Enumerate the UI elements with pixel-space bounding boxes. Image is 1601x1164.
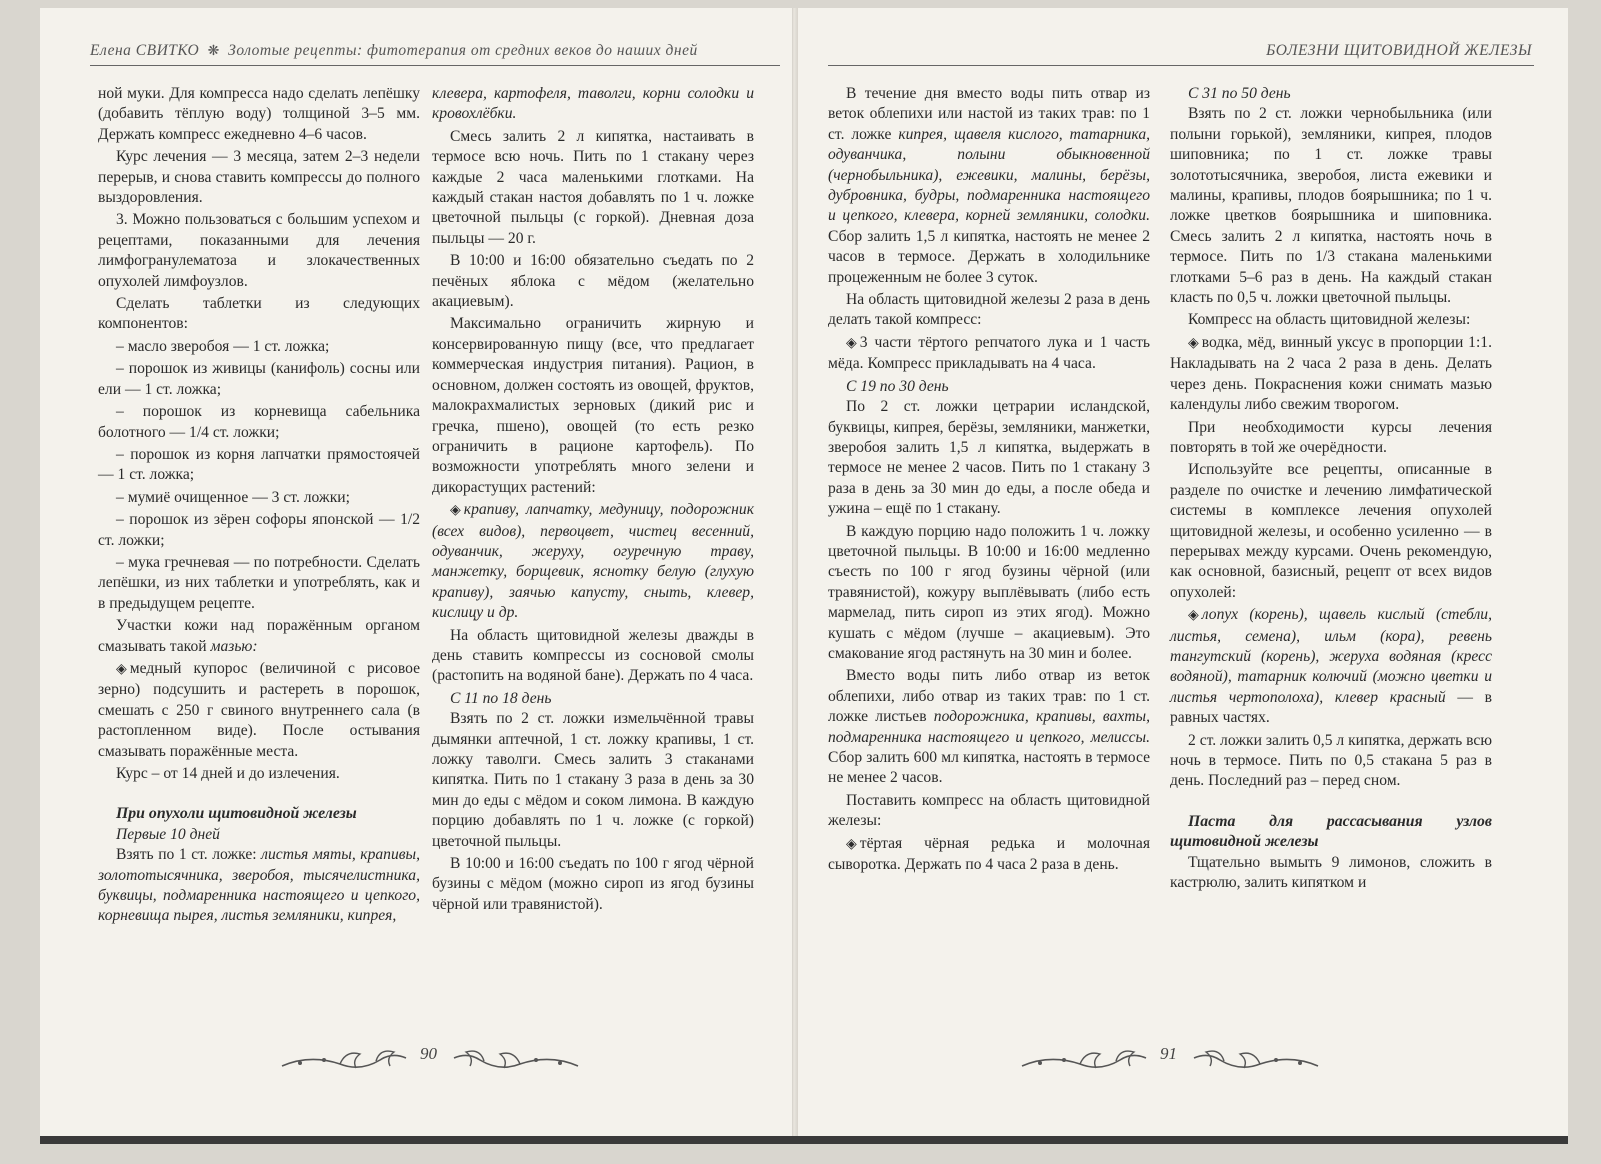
paragraph: Поставить компресс на область щитовидной железы: <box>828 791 1150 830</box>
paragraph: Взять по 2 ст. ложки чернобыльника (или полыни горькой), земляники, кипрея, плодов шиповника; по 1 ст. ложке травы золототысячника, зверобоя, листа ежевики и малины, крапивы, плодов боярышника; по 1 ч. ложке цветков боярышника и шиповника. Смесь залить 2 л кипятка, настоять ночь в термосе. Пить по 1/3 стакана маленькими глотками 5–6 раз в день. На каждый стакан класть по 0,5 ч. ложки цветочной пыльцы. <box>1170 105 1492 307</box>
diamond-bullet-icon: ◈ <box>450 503 461 519</box>
italic-text: подорожника, крапивы, вахты, подмаренника настоящего и цепкого, мелиссы. <box>828 708 1150 746</box>
page-footer <box>280 1038 580 1082</box>
diamond-bullet-icon: ◈ <box>1188 608 1199 624</box>
text: водка, мёд, винный уксус в пропорции 1:1. Накладывать на 2 часа 2 раза в день. Делать через день. Покраснения кожи снимать мазью календулы либо свежим творогом. <box>1170 333 1492 414</box>
recipe-item <box>1170 605 1492 728</box>
text: Участки кожи над поражённым органом смазывать такой <box>98 617 420 655</box>
paragraph: Курс – от 14 дней и до излечения. <box>116 765 340 782</box>
book-bottom-edge <box>40 1136 1568 1144</box>
header-rule <box>828 65 1534 66</box>
left-column-1 <box>98 84 420 929</box>
ornament-left-icon <box>280 1046 410 1076</box>
text: 3 части тёртого репчатого лука и 1 часть мёда. Компресс прикладывать на 4 часа. <box>828 333 1150 373</box>
paragraph: Используйте все рецепты, описанные в разделе по очистке и лечению лимфатической системы в комплексе лечения опухолей щитовидной железы, и особенно усиленно — в перерывах между курсами. Очень рекомендую, как основной, базисный, рецепт от всех видов опухолей: <box>1170 461 1492 601</box>
diamond-bullet-icon: ◈ <box>846 836 857 852</box>
paragraph: На область щитовидной железы дважды в день ставить компрессы из сосновой смолы (растопить на водяной бане). Держать по 4 часа. <box>432 626 754 685</box>
diamond-bullet-icon: ◈ <box>846 335 857 351</box>
list-item: – мука гречневая — по потребности. Сделать лепёшки, из них таблетки и употреблять, как и в предыдущем рецепте. <box>98 553 420 612</box>
list-item: – порошок из зёрен софоры японской — 1/2 ст. ложки; <box>98 511 420 549</box>
left-page <box>40 8 792 1138</box>
recipe-item <box>98 659 420 762</box>
recipe-item <box>1170 333 1492 416</box>
paragraph: Смесь залить 2 л кипятка, настаивать в термосе всю ночь. Пить по 1 стакану через каждые 2 часа маленькими глотками. На каждый стакан настоя добавлять по 1 ч. ложке цветочной пыльцы (с горкой). Дневная доза пыльцы — 20 г. <box>432 127 754 247</box>
diamond-bullet-icon: ◈ <box>1188 335 1199 351</box>
paragraph: клевера, картофеля, таволги, корни солодки и кровохлёбки. <box>432 85 754 123</box>
paragraph: Взять по 2 ст. ложки измельчённой травы дымянки аптечной, 1 ст. ложку крапивы, 1 ст. ложку таволги. Смесь залить 3 стаканами кипятка. Пить по 1 стакану 3 раза в день за 30 мин до еды с мёдом и соком лимона. В каждую порцию добавлять по 1 ч. ложке (с горкой) цветочной пыльцы. <box>432 710 754 850</box>
section-heading: Паста для рассасывания узлов щитовидной железы <box>1170 812 1492 851</box>
running-head-left <box>90 42 698 60</box>
paragraph: В каждую порцию надо положить 1 ч. ложку цветочной пыльцы. В 10:00 и 16:00 медленно съесть по 100 г ягод бузины чёрной (или травянистой), кожуру выплёвывать (либо есть мармелад, пить сироп из этих ягод). Можно кушать с мёдом (лучше – акациевым). Это смакование ягод растянуть на 30 мин и более. <box>828 522 1150 662</box>
paragraph: На область щитовидной железы 2 раза в день делать такой компресс: <box>828 291 1150 329</box>
separator-star-icon: ❋ <box>207 44 220 59</box>
text: тёртая чёрная редька и молочная сыворотка. Держать по 4 часа 2 раза в день. <box>828 834 1150 874</box>
diamond-bullet-icon: ◈ <box>116 661 127 677</box>
paragraph: 3. Можно пользоваться с большим успехом и рецептами, показанными для лечения лимфогранулематоза и злокачественных опухолей лимфоузлов. <box>98 211 420 290</box>
paragraph <box>828 666 1150 788</box>
italic-text: листья мяты, крапивы, золототысячника, зверобоя, тысячелистника, буквицы, подмаренника настоящего и цепкого, корневища пырея, листья земляники, кипрея, <box>98 846 421 925</box>
text: Сбор залить 1,5 л кипятка, настоять не менее 2 часов в термосе. Держать в холодильнике процеженным не более 3 суток. <box>828 227 1150 286</box>
subheading: Первые 10 дней <box>116 825 220 843</box>
ornament-right-icon <box>450 1046 580 1076</box>
paragraph <box>828 84 1150 288</box>
paragraph: При необходимости курсы лечения повторять в той же очерёдности. <box>1170 418 1492 456</box>
paragraph: 2 ст. ложки залить 0,5 л кипятка, держать всю ночь в термосе. Пить по 0,5 стакана 5 раз в день. Последний раз – перед сном. <box>1170 731 1493 790</box>
paragraph: Тщательно вымыть 9 лимонов, сложить в кастрюлю, залить кипятком и <box>1170 853 1492 892</box>
paragraph: Максимально ограничить жирную и консервированную пищу (все, что предлагает коммерческая индустрия питания). Рацион, в основном, должен состоять из овощей, фруктов, малокрахмалистых зерновых (дикий рис и гречка, пшено), овощей (то есть резко ограничить в рационе картофель). По возможности употреблять много зелени и дикорастущих растений: <box>432 315 754 496</box>
paragraph: Курс лечения — 3 месяца, затем 2–3 недели перерыв, и снова ставить компрессы до полного выздоровления. <box>98 148 420 207</box>
header-rule <box>90 65 780 66</box>
list-item: – масло зверобоя — 1 ст. ложка; <box>116 337 330 355</box>
right-column-2 <box>1170 84 1492 895</box>
page-number: 90 <box>420 1044 437 1063</box>
text: медный купорос (величиной с рисовое зерно) подсушить и растереть в порошок, смешать с 250 г свиного внутреннего сала (в растопленном виде). После остывания смазывать поражённые места. <box>98 659 420 760</box>
list-item: – порошок из живицы (канифоль) сосны или ели — 1 ст. ложка; <box>98 360 420 398</box>
recipe-item <box>828 834 1150 876</box>
paragraph: В 10:00 и 16:00 обязательно съедать по 2 печёных яблока с мёдом (желательно акациевым). <box>432 252 754 311</box>
ornament-right-icon <box>1190 1046 1320 1076</box>
recipe-item <box>432 500 754 623</box>
subheading: С 11 по 18 день <box>450 689 552 707</box>
subheading: С 31 по 50 день <box>1188 85 1291 102</box>
italic-text: мазью: <box>210 637 258 655</box>
list-item: – порошок из корня лапчатки прямостоячей — 1 ст. ложка; <box>98 445 420 484</box>
text: крапиву, лапчатку, медуницу, подорожник (всех видов), первоцвет, чистец весенний, одуванчик, жеруху, огуречную траву, манжетку, борщевик, яснотку белую (глухую крапиву), заячью капусту, сныть, клевер, кислицу и др. <box>432 501 754 622</box>
paragraph <box>98 616 420 657</box>
text: В течение дня вместо воды пить отвар из веток облепихи или настой из таких трав: по 1 ст. ложке <box>828 85 1150 143</box>
text: — в равных частях. <box>1170 688 1493 727</box>
section-heading: При опухоли щитовидной железы <box>116 805 357 823</box>
page-footer <box>1020 1038 1320 1082</box>
italic-text: кипрея, щавеля кислого, татарника, одуванчика, полыни обыкновенной (чернобыльника), ежевики, малины, берёзы, дубровника, будры, подмаренника настоящего и цепкого, клевера, корней земляники, солодки. <box>828 125 1151 225</box>
left-column-2 <box>432 84 754 917</box>
paragraph <box>98 845 420 927</box>
right-column-1 <box>828 84 1150 877</box>
paragraph: В 10:00 и 16:00 съедать по 100 г ягод чёрной бузины с мёдом (можно сироп из ягод бузины чёрной или травянистой). <box>432 855 754 913</box>
recipe-item <box>828 333 1150 375</box>
right-page <box>798 8 1568 1138</box>
ornament-left-icon <box>1020 1046 1150 1076</box>
text: Вместо воды пить либо отвар из веток облепихи, либо отвар из таких трав: по 1 ст. ложке листьев <box>828 667 1150 726</box>
running-head-right: БОЛЕЗНИ ЩИТОВИДНОЙ ЖЕЛЕЗЫ <box>1266 42 1532 59</box>
paragraph: По 2 ст. ложки цетрарии исландской, буквицы, кипрея, берёзы, земляники, манжетки, зверобоя залить 1,5 л кипятка, выдержать в термосе не менее 2 часов. Пить по 1 стакану 3 раза в день за 30 мин до еды, а после обеда и ужина – ещё по 1 стакану. <box>828 398 1150 518</box>
paragraph: ной муки. Для компресса надо сделать лепёшку (добавить тёплую воду) толщиной 3–5 мм. Держать компресс ежедневно 4–6 часов. <box>98 85 420 143</box>
author-name: Елена СВИТКО <box>90 42 200 59</box>
subheading: С 19 по 30 день <box>846 377 949 395</box>
text: Взять по 1 ст. ложке: <box>116 846 257 864</box>
list-item: – порошок из корневища сабельника болотного — 1/4 ст. ложки; <box>98 403 420 441</box>
paragraph: Сделать таблетки из следующих компонентов: <box>98 295 420 333</box>
italic-text: лопух (корень), щавель кислый (стебли, листья, семена), ильм (кора), ревень тангутский (корень), жеруха водяная (кресс водяной), татарник колючий (можно цветки и листья чертополоха), клевер красный <box>1170 606 1492 706</box>
paragraph: Компресс на область щитовидной железы: <box>1188 311 1471 329</box>
book-title: Золотые рецепты: фитотерапия от средних веков до наших дней <box>228 42 698 59</box>
text: Сбор залить 600 мл кипятка, настоять в термосе не менее 2 часов. <box>828 749 1150 787</box>
page-number: 91 <box>1160 1044 1177 1063</box>
list-item: – мумиё очищенное — 3 ст. ложки; <box>116 488 350 506</box>
